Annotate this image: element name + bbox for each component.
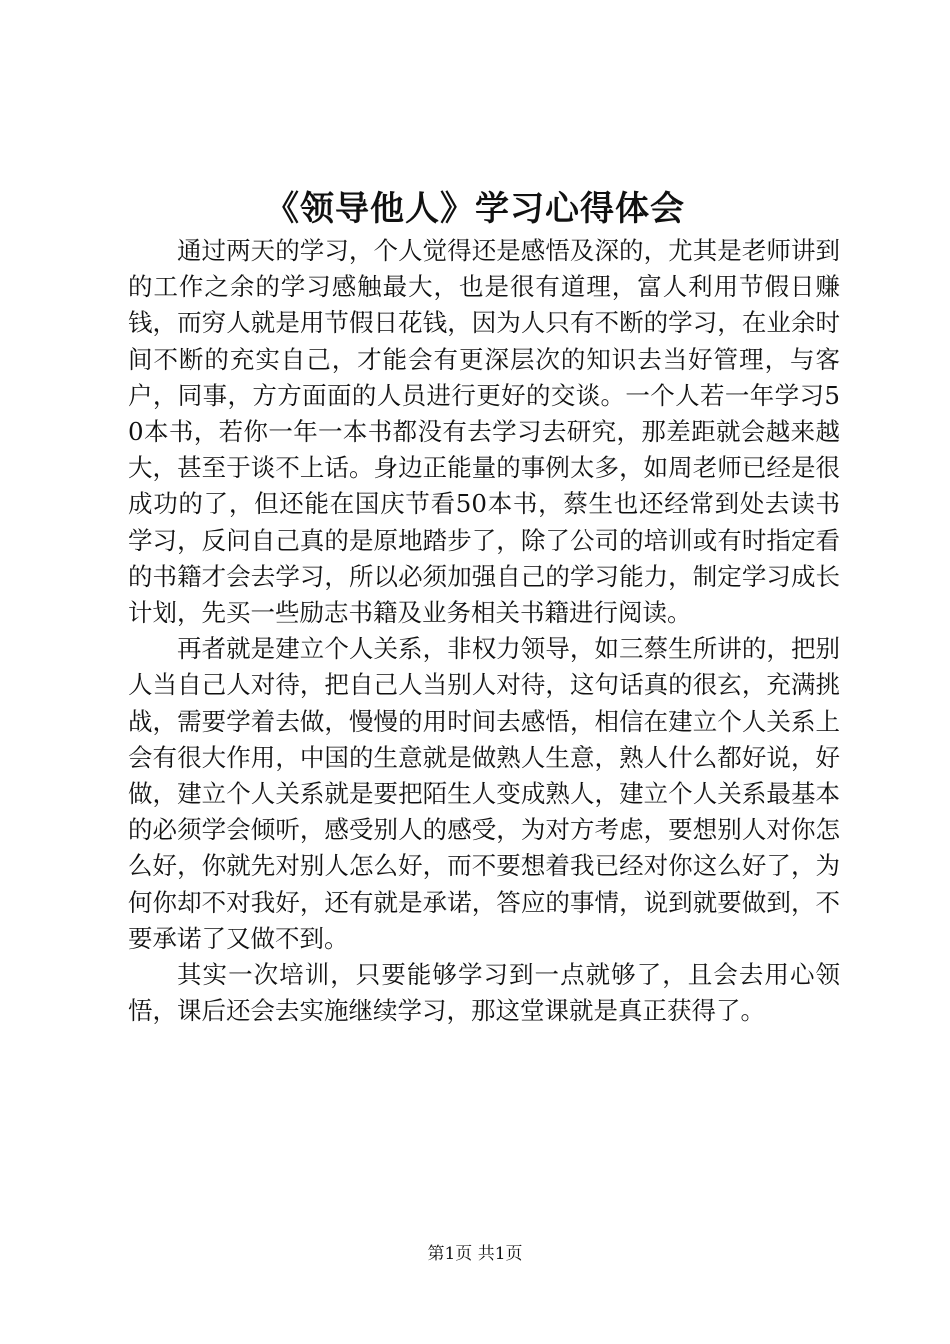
page-number-footer: 第1页 共1页 (427, 1244, 523, 1264)
paragraph-3: 其实一次培训，只要能够学习到一点就够了，且会去用心领悟，课后还会去实施继续学习，那这堂课就是真正获得了。 (128, 960, 840, 1026)
paragraph-1: 通过两天的学习，个人觉得还是感悟及深的，尤其是老师讲到的工作之余的学习感触最大，也是很有道理，富人利用节假日赚钱，而穷人就是用节假日花钱，因为人只有不断的学习，在业余时间不断的充实自己，才能会有更深层次的知识去当好管理，与客户，同事，方方面面的人员进行更好的交谈。一个人若一年学习50本书，若你一年一本书都没有去学习去研究，那差距就会越来越大，甚至于谈不上话。身边正能量的事例太多，如周老师已经是很成功的了，但还能在国庆节看50本书，蔡生也还经常到处去读书学习，反问自己真的是原地踏步了，除了公司的培训或有时指定看的书籍才会去学习，所以必须加强自己的学习能力，制定学习成长计划，先买一些励志书籍及业务相关书籍进行阅读。 (128, 236, 840, 628)
document-body (128, 233, 840, 1029)
paragraph-2: 再者就是建立个人关系，非权力领导，如三蔡生所讲的，把别人当自己人对待，把自己人当别人对待，这句话真的很玄，充满挑战，需要学着去做，慢慢的用时间去感悟，相信在建立个人关系上会有很大作用，中国的生意就是做熟人生意，熟人什么都好说，好做，建立个人关系就是要把陌生人变成熟人，建立个人关系最基本的必须学会倾听，感受别人的感受，为对方考虑，要想别人对你怎么好，你就先对别人怎么好，而不要想着我已经对你这么好了，为何你却不对我好，还有就是承诺，答应的事情，说到就要做到，不要承诺了又做不到。 (128, 634, 840, 953)
document-title: 《领导他人》学习心得体会 (265, 189, 685, 229)
